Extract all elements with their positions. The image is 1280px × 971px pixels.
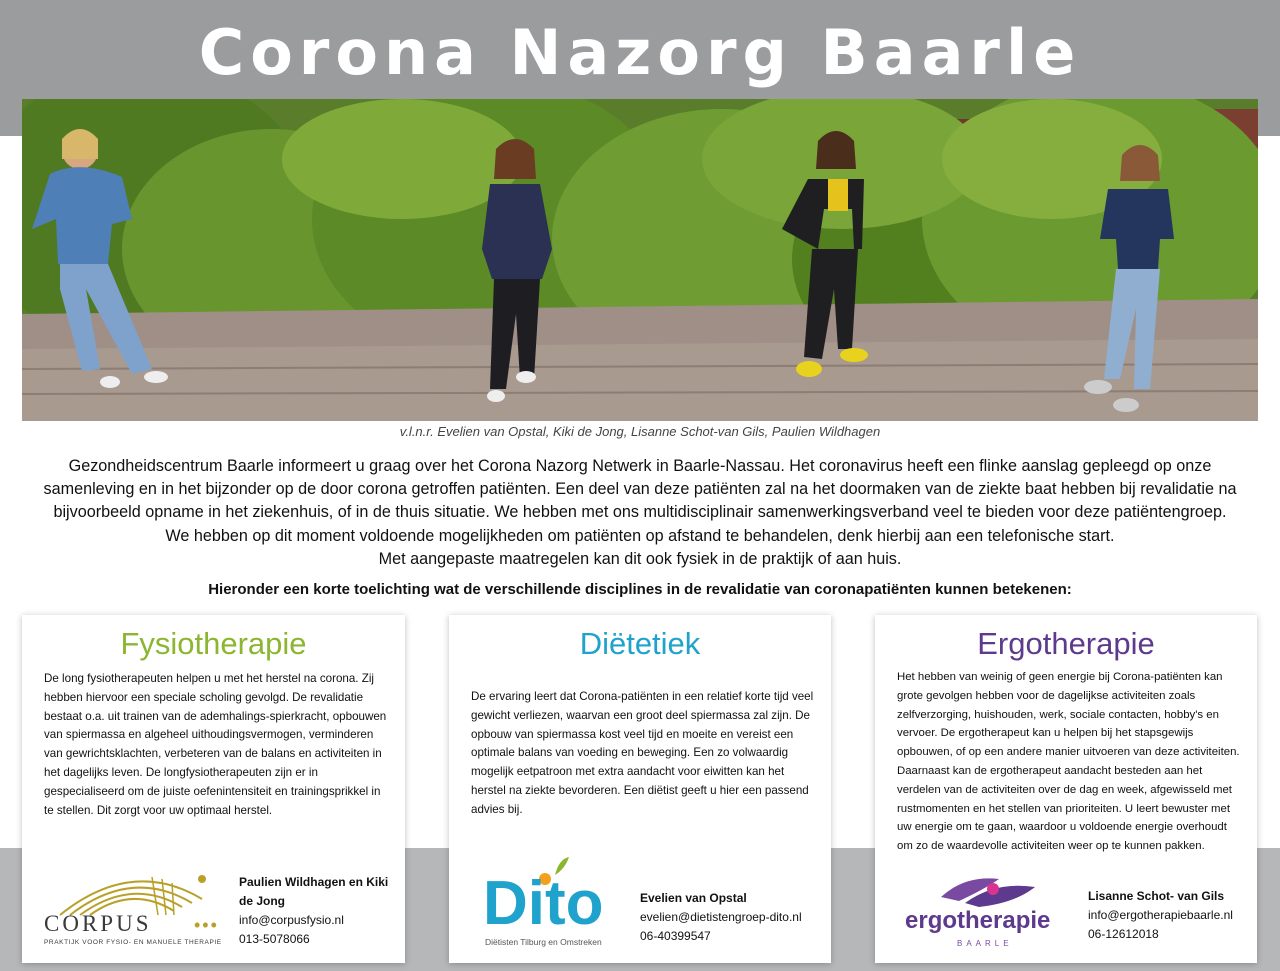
contact-email[interactable]: info@ergotherapiebaarle.nl <box>1088 908 1233 922</box>
hands-icon <box>935 869 1045 911</box>
contact-ergotherapie <box>1088 887 1253 944</box>
contact-phone[interactable]: 06-40399547 <box>640 929 711 943</box>
card-heading: Diëtetiek <box>579 626 701 661</box>
dito-logo-tagline: Diëtisten Tilburg en Omstreken <box>485 937 602 947</box>
card-dietetiek <box>449 615 831 963</box>
card-body: De ervaring leert dat Corona-patiënten in een relatief korte tijd veel gewicht verliezen, waarvan een groot deel spiermassa zal zijn. De opbouw van spiermassa kost veel tijd en moeite en vereist een optimale balans van voeding en beweging. Een zo volwaardig mogelijk eetpatroon met extra aandacht voor eiwitten kan het herstel na ziekte bevorderen. Een diëtist geeft u hier een passend advies bij. <box>471 690 814 816</box>
corpus-logo-tagline: PRAKTIJK VOOR FYSIO- EN MANUELE THERAPIE <box>44 939 222 946</box>
corpus-logo-text: CORPUS <box>44 911 152 936</box>
contact-email[interactable]: info@corpusfysio.nl <box>239 913 344 927</box>
contact-name: Paulien Wildhagen en Kiki de Jong <box>239 875 389 908</box>
ergotherapie-logo-tagline: BAARLE <box>957 939 1013 948</box>
ergotherapie-logo-text: ergotherapie <box>905 907 1051 934</box>
contact-name: Evelien van Opstal <box>640 891 747 905</box>
corpus-logo <box>42 867 232 957</box>
contact-email[interactable]: evelien@dietistengroep-dito.nl <box>640 910 802 924</box>
corpus-arches-icon <box>42 867 232 917</box>
photo-caption: v.l.n.r. Evelien van Opstal, Kiki de Jong, Lisanne Schot-van Gils, Paulien Wildhagen <box>399 424 881 439</box>
dito-logo <box>483 855 623 955</box>
contact-name: Lisanne Schot- van Gils <box>1088 889 1225 903</box>
contact-phone[interactable]: 06-12612018 <box>1088 927 1159 941</box>
intro-text <box>40 455 1240 571</box>
card-body: De long fysiotherapeuten helpen u met het herstel na corona. Zij hebben hiervoor een speciale scholing gevolgd. De revalidatie bestaat o.a. uit trainen van de ademhalings-spierkracht, opbouwen van spiermassa en algeheel uithoudingsvermogen, verminderen van gewrichtsklachten, verbeteren van de balans en activiteiten in het dagelijks leven. De longfysiotherapeuten zijn er in gespecialiseerd om de juiste oefenintensiteit en trainingsprikkel in te stellen. Dit zorgt voor uw optimaal herstel. <box>44 672 387 817</box>
card-heading: Fysiotherapie <box>120 626 307 661</box>
card-body: Het hebben van weinig of geen energie bij Corona-patiënten kan grote gevolgen hebben voor de dagelijkse activiteiten zoals zelfverzorging, huishouden, werk, sociale contacten, hobby's en vervoer. De ergotherapeut kan u helpen bij het stapsgewijs opbouwen, of op een andere manier uitvoeren van deze activiteiten. Daarnaast kan de ergotherapeut aandacht besteden aan het verdelen van de activiteiten over de dag en week, afgewisseld met rustmomenten en het stellen van prioriteiten. U leert bewuster met uw energie om te gaan, waardoor u voldoende energie overhoudt om zo de waardevolle activiteiten weer op te kunnen pakken. <box>897 671 1240 853</box>
intro-last-line: Met aangepaste maatregelen kan dit ook fysiek in de praktijk of aan huis. <box>378 549 902 568</box>
card-ergotherapie <box>875 615 1257 963</box>
contact-dietetiek <box>640 889 825 946</box>
team-photo <box>22 99 1258 421</box>
page-title: Corona Nazorg Baarle <box>198 16 1082 89</box>
ergotherapie-logo <box>905 869 1070 954</box>
corpus-dots: ••• <box>194 915 219 935</box>
intro-paragraph: Gezondheidscentrum Baarle informeert u graag over het Corona Nazorg Netwerk in Baarle-Nassau. Het coronavirus heeft een flinke aanslag gepleegd op onze samenleving en in het bijzonder op de door corona getroffen patiënten. Een deel van deze patiënten zal na het doormaken van de ziekte baat hebben bij revalidatie na bijvoorbeeld opname in het ziekenhuis, of in de thuis situatie. We hebben met ons multidisciplinair samenwerkingsverband veel te bieden voor deze patiëntengroep. We hebben op dit moment voldoende mogelijkheden om patiënten op afstand te behandelen, denk hierbij aan een telefonische start. <box>43 457 1237 545</box>
contact-fysiotherapie <box>239 873 389 949</box>
section-subheading: Hieronder een korte toelichting wat de verschillende disciplines in de revalidatie van coronapatiënten kunnen betekenen: <box>208 581 1072 598</box>
contact-phone[interactable]: 013-5078066 <box>239 932 310 946</box>
dito-logo-text: Dito <box>483 869 604 938</box>
card-heading: Ergotherapie <box>977 626 1155 661</box>
card-fysiotherapie <box>22 615 405 963</box>
